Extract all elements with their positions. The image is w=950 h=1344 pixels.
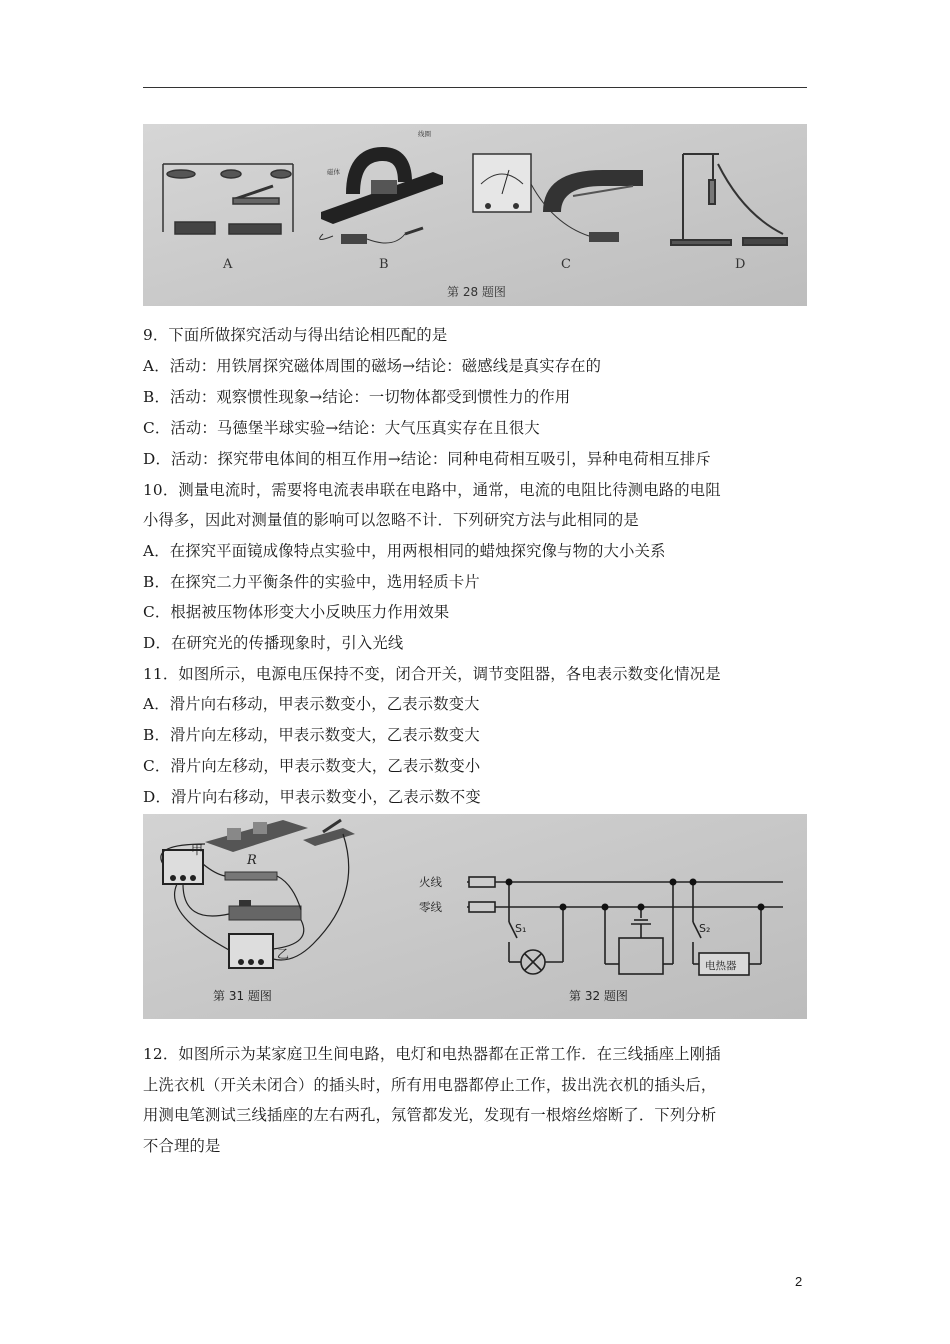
q11-option-a: A．滑片向右移动，甲表示数变小，乙表示数变大	[143, 695, 480, 713]
q12-line-4: 不合理的是	[143, 1137, 221, 1155]
q12-line-2: 上洗衣机（开关未闭合）的插头时，所有用电器都停止工作，拔出洗衣机的插头后，	[143, 1076, 717, 1094]
q9-option-b: B．活动：观察惯性现象→结论：一切物体都受到惯性力的作用	[143, 388, 571, 406]
q10-stem-line-2: 小得多，因此对测量值的影响可以忽略不计．下列研究方法与此相同的是	[143, 511, 639, 529]
q11-option-c: C．滑片向左移动，甲表示数变大，乙表示数变小	[143, 757, 481, 775]
figure-32-caption: 第 32 题图	[569, 989, 628, 1003]
q10-option-b: B．在探究二力平衡条件的实验中，选用轻质卡片	[143, 573, 480, 591]
switch-label-s1: S₁	[515, 922, 527, 935]
q12-line-3: 用测电笔测试三线插座的左右两孔，氖管都发光，发现有一根熔丝熔断了．下列分析	[143, 1106, 717, 1124]
figure-31-caption: 第 31 题图	[213, 989, 272, 1003]
label-magnet: 磁体	[327, 168, 340, 176]
figure-28-drawing	[143, 124, 807, 306]
label-c: C	[561, 257, 571, 272]
page-number: 2	[795, 1274, 803, 1289]
q9-stem: 9．下面所做探究活动与得出结论相匹配的是	[143, 326, 448, 344]
q11-option-b: B．滑片向左移动，甲表示数变大，乙表示数变大	[143, 726, 480, 744]
label-d: D	[735, 257, 746, 272]
switch-label-s2: S₂	[699, 922, 711, 935]
label-b: B	[379, 257, 389, 272]
q10-option-d: D．在研究光的传播现象时，引入光线	[143, 634, 404, 652]
figure-28-photo	[143, 124, 807, 306]
meter-label-yi: 乙	[277, 947, 290, 961]
q10-stem-line-1: 10．测量电流时，需要将电流表串联在电路中，通常，电流的电阻比待测电路的电阻	[143, 481, 721, 499]
q9-option-d: D．活动：探究带电体间的相互作用→结论：同种电荷相互吸引，异种电荷相互排斥	[143, 450, 711, 468]
q11-option-d: D．滑片向右移动，甲表示数变小，乙表示数不变	[143, 788, 481, 806]
figure-28-caption: 第 28 题图	[447, 285, 506, 299]
label-coil: 线圈	[418, 130, 431, 138]
figure-31-32-photo	[143, 814, 807, 1019]
heater-label: 电热器	[705, 960, 737, 972]
resistor-label: R	[247, 853, 257, 868]
wire-label-neutral: 零线	[419, 900, 442, 914]
figure-31-32-drawing	[143, 814, 807, 1019]
label-a: A	[223, 257, 233, 272]
q10-option-c: C．根据被压物体形变大小反映压力作用效果	[143, 603, 450, 621]
q12-line-1: 12．如图所示为某家庭卫生间电路，电灯和电热器都在正常工作．在三线插座上刚插	[143, 1045, 721, 1063]
header-rule	[143, 87, 807, 88]
q9-option-c: C．活动：马德堡半球实验→结论：大气压真实存在且很大	[143, 419, 540, 437]
meter-label-jia: 甲	[191, 843, 204, 857]
wire-label-live: 火线	[419, 875, 442, 889]
q10-option-a: A．在探究平面镜成像特点实验中，用两根相同的蜡烛探究像与物的大小关系	[143, 542, 666, 560]
q9-option-a: A．活动：用铁屑探究磁体周围的磁场→结论：磁感线是真实存在的	[143, 357, 602, 375]
q11-stem: 11．如图所示，电源电压保持不变，闭合开关，调节变阻器，各电表示数变化情况是	[143, 665, 721, 683]
